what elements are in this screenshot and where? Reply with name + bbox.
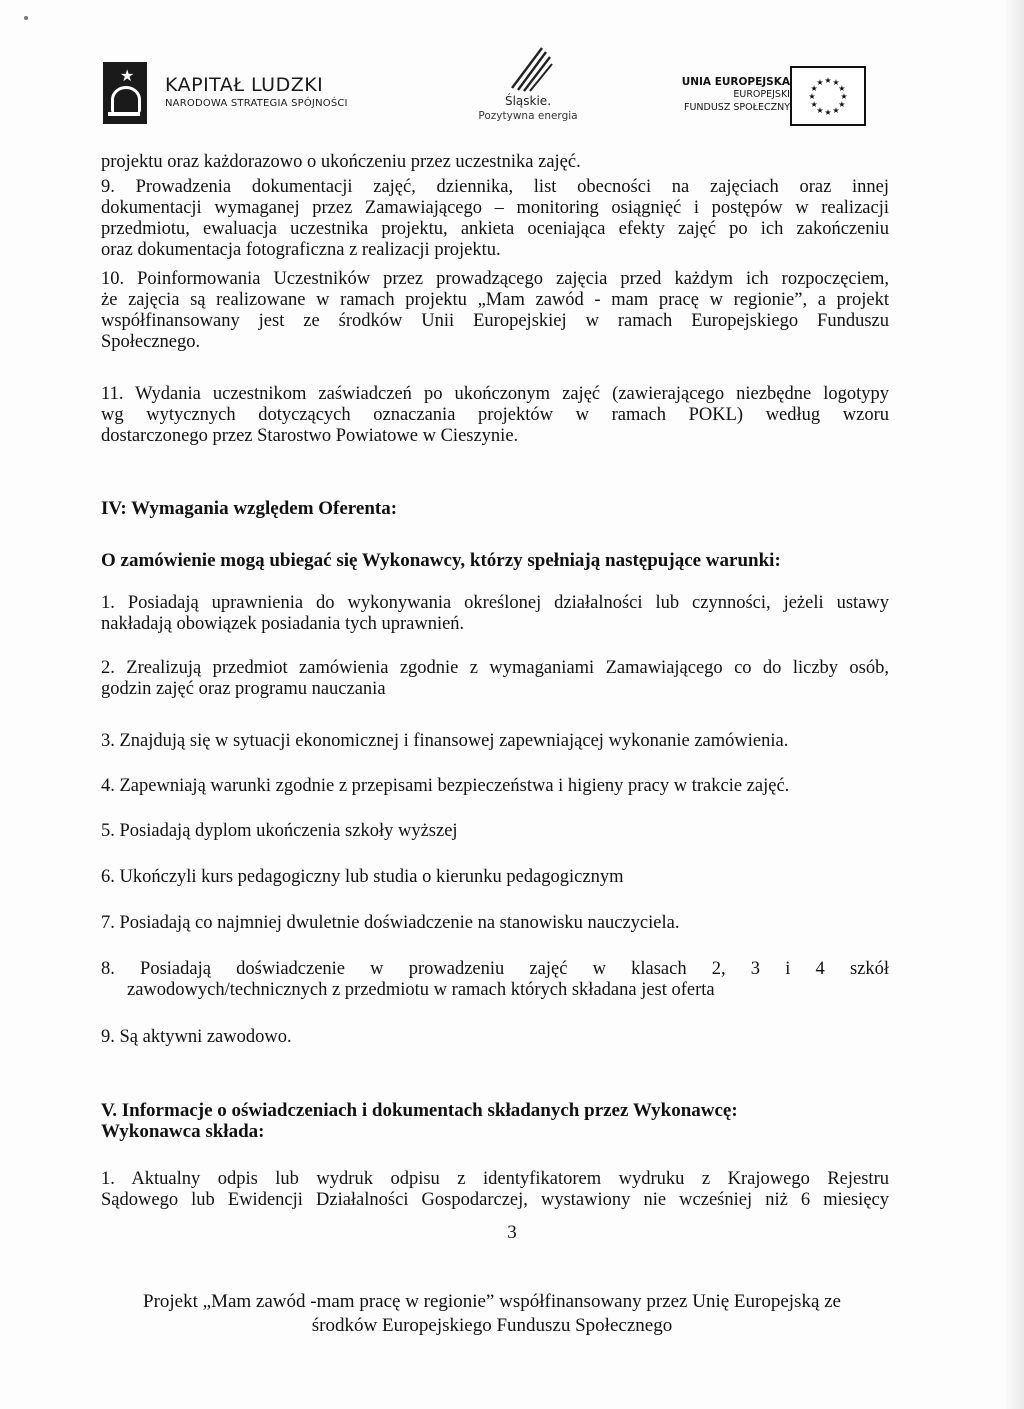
- kapital-ludzki-subtitle: NARODOWA STRATEGIA SPÓJNOŚCI: [165, 98, 348, 109]
- footer: [0, 1290, 984, 1338]
- eu-star-icon: ★: [824, 108, 832, 117]
- requirement-4: [101, 776, 889, 797]
- text-line: przedmiotu, ewaluacja uczestnika projektu, ankieta oceniająca efekty zajęć po ich zakończeniu: [101, 219, 889, 239]
- footer-line-2: środków Europejskiego Funduszu Społecznego: [311, 1315, 673, 1336]
- section-5-heading: V. Informacje o oświadczeniach i dokumentach składanych przez Wykonawcę:: [101, 1100, 738, 1121]
- text-line: dokumentacji wymaganej przez Zamawiającego – monitoring osiągnięć i postępów w realizacji: [101, 198, 889, 218]
- eu-star-icon: ★: [810, 84, 818, 93]
- requirement-2: [101, 658, 889, 700]
- text-line: wg wytycznych dotyczących oznaczania projektów w ramach POKL) według wzoru: [101, 405, 889, 425]
- text-line: 11. Wydania uczestnikom zaświadczeń po ukończonym zajęć (zawierającego niezbędne logotypy: [101, 384, 889, 404]
- eu-star-icon: ★: [816, 78, 824, 88]
- text-line: 10. Poinformowania Uczestników przez prowadzącego zajęcia przed każdym ich rozpoczęciem,: [101, 269, 889, 289]
- requirement-7: [101, 913, 889, 934]
- eu-line-3: FUNDUSZ SPOŁECZNY: [684, 102, 790, 113]
- eu-star-icon: ★: [816, 105, 824, 115]
- text-line: 9. Są aktywni zawodowo.: [101, 1027, 292, 1047]
- eu-star-icon: ★: [832, 78, 840, 88]
- text-line: współfinansowany jest ze środków Unii Europejskiej w ramach Europejskiego Funduszu: [101, 311, 889, 331]
- text-line: 9. Prowadzenia dokumentacji zajęć, dziennika, list obecności na zajęciach oraz innej: [101, 177, 889, 197]
- requirement-5: [101, 821, 889, 842]
- eu-star-icon: ★: [824, 76, 832, 85]
- text-line: 3. Znajdują się w sytuacji ekonomicznej i finansowej zapewniającej wykonanie zamówienia.: [101, 731, 789, 751]
- paragraph-9: [101, 177, 889, 261]
- eu-star-icon: ★: [810, 100, 818, 109]
- slaskie-logo: [468, 44, 588, 124]
- text-line: Sądowego lub Ewidencji Działalności Gospodarczej, wystawiony nie wcześniej niż 6 miesięcy: [101, 1190, 889, 1210]
- eu-logo: [670, 62, 870, 126]
- text-line: godzin zajęć oraz programu nauczania: [101, 679, 386, 699]
- document-1: [101, 1169, 889, 1211]
- slaskie-name: Śląskie.: [504, 94, 552, 108]
- paragraph-11: [101, 384, 889, 447]
- text-line: nakładają obowiązek posiadania tych uprawnień.: [101, 614, 465, 634]
- text-line: dostarczonego przez Starostwo Powiatowe w Cieszynie.: [101, 426, 519, 446]
- eu-line-1: UNIA EUROPEJSKA: [681, 76, 790, 88]
- eu-star-icon: ★: [840, 92, 848, 101]
- text-line: 1. Aktualny odpis lub wydruk odpisu z identyfikatorem wydruku z Krajowego Rejestru: [101, 1169, 889, 1189]
- text-line: 7. Posiadają co najmniej dwuletnie doświadczenie na stanowisku nauczyciela.: [101, 913, 680, 933]
- slaskie-swoosh-icon: [504, 44, 554, 94]
- eu-star-icon: ★: [838, 100, 846, 109]
- kapital-ludzki-logo: [103, 60, 353, 130]
- requirement-3: [101, 731, 889, 752]
- eu-flag-icon: [790, 66, 866, 126]
- text-line: projektu oraz każdorazowo o ukończeniu przez uczestnika zajęć.: [101, 152, 581, 172]
- section-5-subheading: Wykonawca składa:: [101, 1121, 265, 1142]
- text-line: 1. Posiadają uprawnienia do wykonywania określonej działalności lub czynności, jeżeli ustawy: [101, 593, 889, 613]
- text-line: 5. Posiadają dyplom ukończenia szkoły wyższej: [101, 821, 458, 841]
- eu-star-icon: ★: [808, 92, 816, 101]
- kapital-ludzki-title: KAPITAŁ LUDZKI: [165, 74, 324, 96]
- paragraph-continuation: [101, 152, 889, 173]
- eu-star-icon: ★: [838, 84, 846, 93]
- requirement-9: [101, 1027, 889, 1048]
- text-line: Społecznego.: [101, 332, 201, 352]
- requirement-6: [101, 867, 889, 888]
- page-number: 3: [507, 1222, 517, 1243]
- requirement-8: [101, 959, 889, 1001]
- section-4-subheading: O zamówienie mogą ubiegać się Wykonawcy, którzy spełniają następujące warunki:: [101, 550, 781, 571]
- text-line: zawodowych/technicznych z przedmiotu w ramach których składana jest oferta: [127, 980, 715, 1000]
- text-line: 4. Zapewniają warunki zgodnie z przepisami bezpieczeństwa i higieny pracy w trakcie zajęć.: [101, 776, 790, 796]
- text-line: oraz dokumentacja fotograficzna z realizacji projektu.: [101, 240, 501, 260]
- slaskie-tagline: Pozytywna energia: [478, 110, 578, 122]
- text-line: 2. Zrealizują przedmiot zamówienia zgodnie z wymaganiami Zamawiającego co do liczby osób,: [101, 658, 889, 678]
- eu-star-icon: ★: [832, 105, 840, 115]
- footer-line-1: Projekt „Mam zawód -mam pracę w regionie” współfinansowany przez Unię Europejską ze: [143, 1291, 841, 1312]
- scan-mark: [24, 16, 28, 20]
- eu-line-2: EUROPEJSKI: [733, 89, 790, 100]
- text-line: 8. Posiadają doświadczenie w prowadzeniu zajęć w klasach 2, 3 i 4 szkół: [101, 959, 889, 979]
- kapital-ludzki-emblem-icon: ★: [103, 62, 147, 124]
- text-line: że zajęcia są realizowane w ramach projektu „Mam zawód - mam pracę w regionie”, a projekt: [101, 290, 889, 310]
- requirement-1: [101, 593, 889, 635]
- page-edge-shadow: [1006, 0, 1024, 1409]
- section-4-heading: IV: Wymagania względem Oferenta:: [101, 498, 398, 519]
- text-line: 6. Ukończyli kurs pedagogiczny lub studia o kierunku pedagogicznym: [101, 867, 624, 887]
- paragraph-10: [101, 269, 889, 353]
